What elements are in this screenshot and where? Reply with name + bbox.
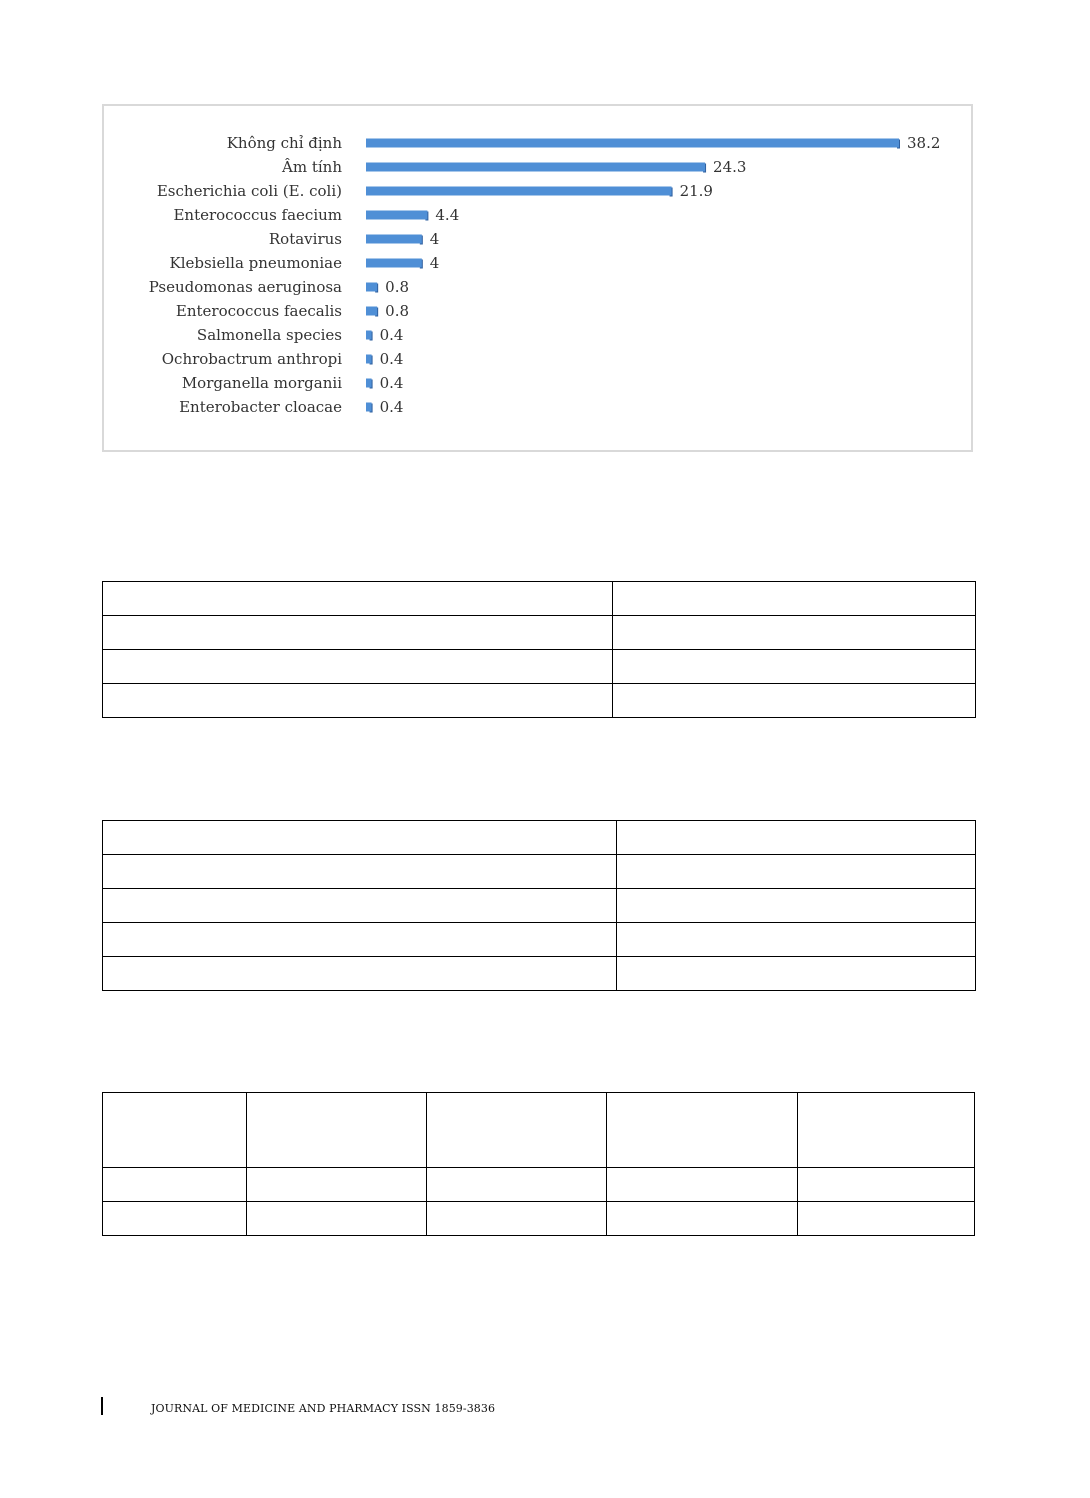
table-cell [103, 855, 617, 889]
category-label: Âm tính [282, 158, 342, 176]
bar [366, 187, 672, 196]
table-cell [103, 582, 613, 616]
value-label: 0.4 [379, 326, 404, 344]
category-label: Klebsiella pneumoniae [169, 254, 342, 272]
category-label: Pseudomonas aeruginosa [148, 278, 342, 296]
table-cell [798, 1168, 975, 1202]
table-cell [247, 1093, 427, 1168]
bar-chart [104, 106, 971, 450]
table-cell [613, 650, 976, 684]
table-2 [102, 820, 976, 991]
table-row [103, 684, 976, 718]
table-cell [613, 582, 976, 616]
table-cell [103, 1093, 247, 1168]
bar [366, 235, 422, 244]
table-cell [607, 1168, 798, 1202]
bar [366, 355, 372, 364]
category-label: Ochrobactrum anthropi [161, 350, 342, 368]
table-row [103, 616, 976, 650]
table-row [103, 1168, 975, 1202]
bar [366, 211, 427, 220]
category-label: Escherichia coli (E. coli) [156, 182, 342, 200]
table-header-row [103, 1093, 975, 1168]
bar [366, 307, 377, 316]
table-row [103, 889, 976, 923]
chart-frame [102, 104, 973, 452]
category-label: Salmonella species [196, 326, 342, 344]
table-cell [103, 1202, 247, 1236]
bar [366, 139, 899, 148]
bar [366, 403, 372, 412]
table-row [103, 650, 976, 684]
table-cell [103, 1168, 247, 1202]
table-cell [103, 821, 617, 855]
table-cell [427, 1168, 607, 1202]
table-3 [102, 1092, 975, 1236]
bar [366, 283, 377, 292]
value-label: 0.8 [385, 302, 410, 320]
table-row [103, 923, 976, 957]
table-row [103, 1202, 975, 1236]
bar [366, 331, 372, 340]
table-cell [613, 616, 976, 650]
table-row [103, 821, 976, 855]
value-label: 38.2 [907, 134, 941, 152]
table-1 [102, 581, 976, 718]
value-label: 0.8 [385, 278, 410, 296]
table-cell [427, 1202, 607, 1236]
table-row [103, 957, 976, 991]
journal-footer: JOURNAL OF MEDICINE AND PHARMACY ISSN 1859-3836 [151, 1402, 496, 1415]
value-label: 21.9 [679, 182, 713, 200]
table-cell [103, 616, 613, 650]
category-label: Morganella morganii [181, 374, 342, 392]
bar [366, 163, 705, 172]
table-cell [247, 1202, 427, 1236]
table-cell [607, 1202, 798, 1236]
table-cell [103, 684, 613, 718]
table-cell [613, 684, 976, 718]
value-label: 4 [429, 254, 440, 272]
table-cell [617, 821, 976, 855]
table-cell [617, 889, 976, 923]
value-label: 0.4 [379, 398, 404, 416]
footer-rule [101, 1397, 103, 1415]
table-cell [617, 957, 976, 991]
value-label: 0.4 [379, 350, 404, 368]
category-label: Enterococcus faecalis [175, 302, 342, 320]
value-label: 24.3 [713, 158, 747, 176]
table-cell [247, 1168, 427, 1202]
table-cell [607, 1093, 798, 1168]
category-label: Không chỉ định [226, 134, 342, 152]
category-label: Rotavirus [268, 230, 342, 248]
table-row [103, 855, 976, 889]
table-row [103, 582, 976, 616]
category-label: Enterobacter cloacae [179, 398, 342, 416]
category-label: Enterococcus faecium [173, 206, 342, 224]
table-cell [103, 957, 617, 991]
bar [366, 259, 422, 268]
table-cell [798, 1093, 975, 1168]
value-label: 0.4 [379, 374, 404, 392]
table-cell [798, 1202, 975, 1236]
value-label: 4 [429, 230, 440, 248]
value-label: 4.4 [435, 206, 460, 224]
bar [366, 379, 372, 388]
table-cell [103, 923, 617, 957]
table-cell [617, 855, 976, 889]
table-cell [427, 1093, 607, 1168]
table-cell [103, 889, 617, 923]
table-cell [617, 923, 976, 957]
table-cell [103, 650, 613, 684]
